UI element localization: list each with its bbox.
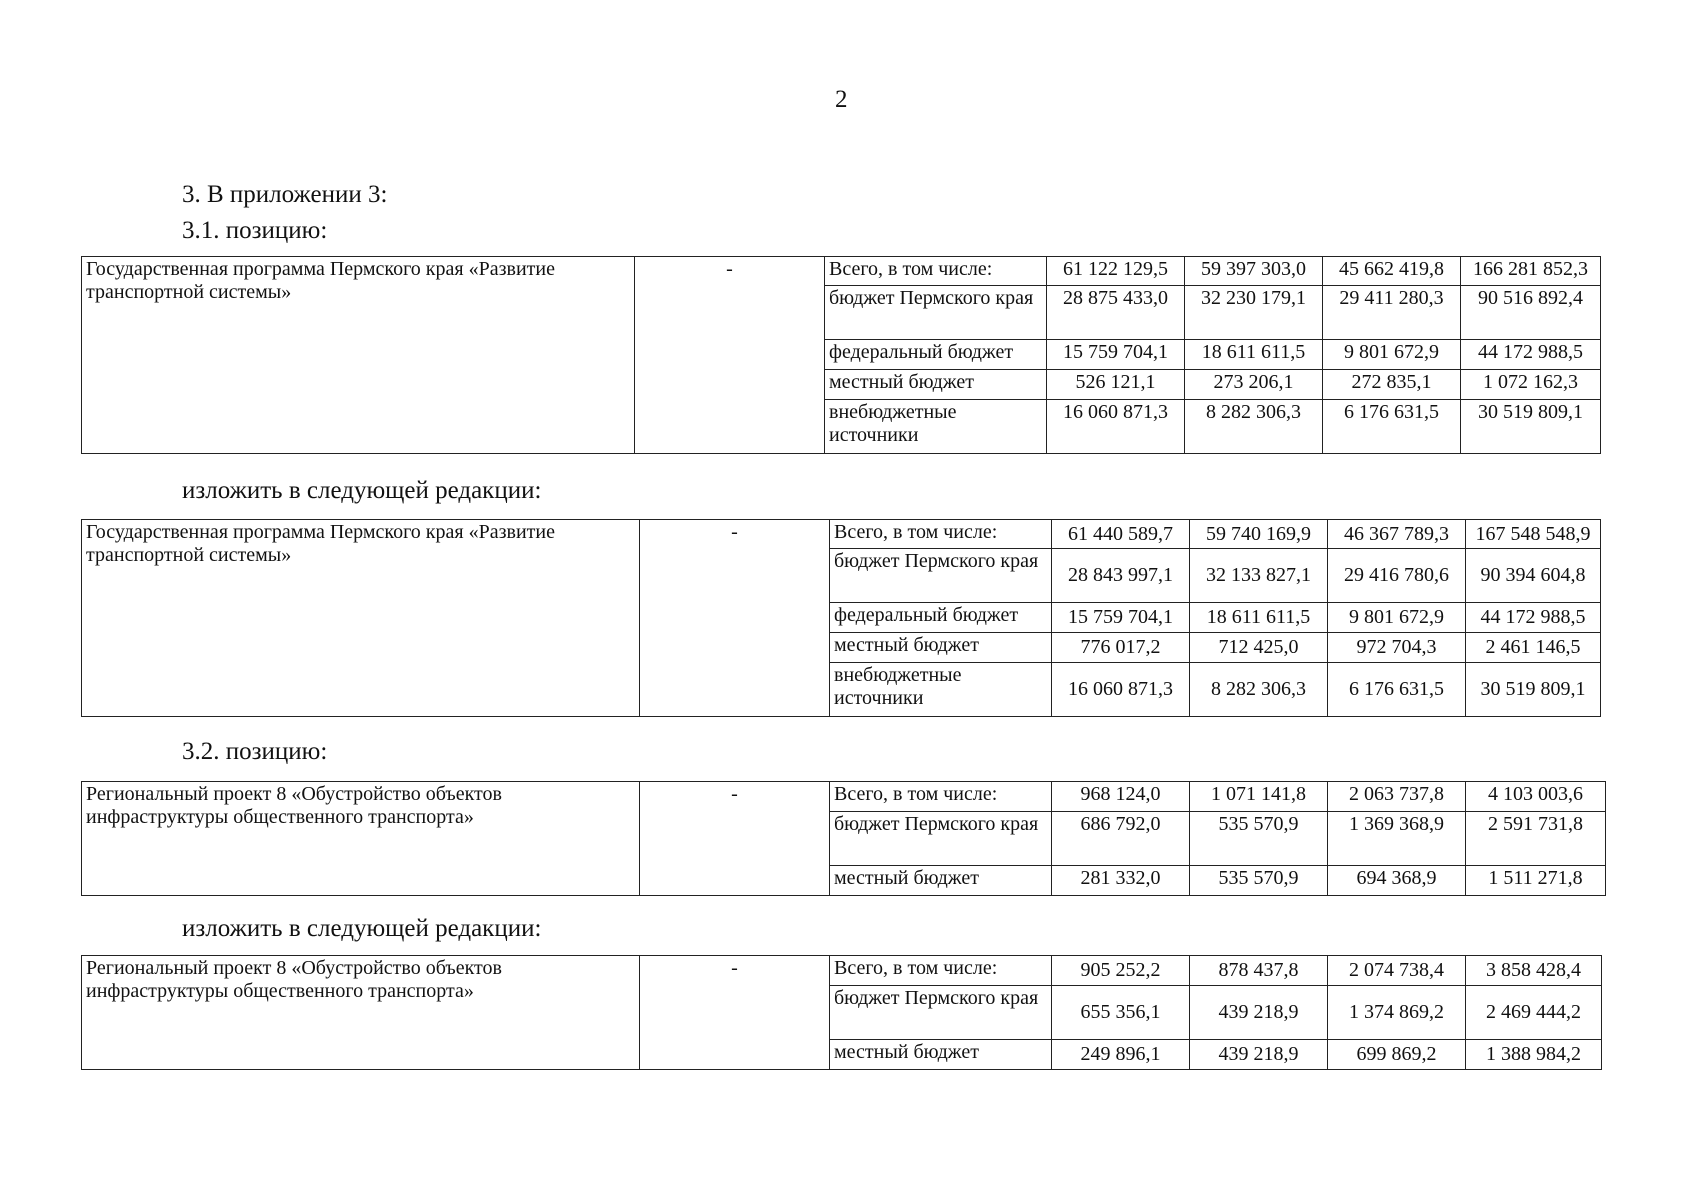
funding-source-cell: Всего, в том числе: [830,520,1052,549]
amount-cell: 712 425,0 [1190,633,1328,663]
amount-cell: 90 516 892,4 [1461,286,1601,340]
amount-cell: 6 176 631,5 [1328,663,1466,717]
amount-cell: 968 124,0 [1052,782,1190,812]
amount-cell: 16 060 871,3 [1052,663,1190,717]
table-project-current [81,781,1606,896]
amount-cell: 28 875 433,0 [1047,286,1185,340]
funding-source-cell: местный бюджет [830,1040,1052,1070]
dash-cell: - [640,782,830,896]
amount-cell: 29 416 780,6 [1328,549,1466,603]
amount-cell: 15 759 704,1 [1052,603,1190,633]
funding-source-cell: местный бюджет [830,866,1052,896]
amount-cell: 273 206,1 [1185,370,1323,400]
amount-cell: 2 461 146,5 [1466,633,1601,663]
amount-cell: 32 133 827,1 [1190,549,1328,603]
amount-cell: 905 252,2 [1052,956,1190,986]
amount-cell: 90 394 604,8 [1466,549,1601,603]
amount-cell: 30 519 809,1 [1461,400,1601,454]
amount-cell: 16 060 871,3 [1047,400,1185,454]
paragraph-3-1-position: 3.1. позицию: [182,217,328,244]
table-project-new [81,955,1602,1070]
amount-cell: 1 511 271,8 [1466,866,1606,896]
amount-cell: 28 843 997,1 [1052,549,1190,603]
amount-cell: 59 740 169,9 [1190,520,1328,549]
amount-cell: 29 411 280,3 [1323,286,1461,340]
amount-cell: 30 519 809,1 [1466,663,1601,717]
table-row [82,956,1602,986]
table-row [82,257,1601,286]
amount-cell: 439 218,9 [1190,1040,1328,1070]
amount-cell: 535 570,9 [1190,812,1328,866]
table-program-current [81,256,1601,454]
amount-cell: 61 122 129,5 [1047,257,1185,286]
table-program-new [81,519,1601,717]
amount-cell: 2 074 738,4 [1328,956,1466,986]
amount-cell: 699 869,2 [1328,1040,1466,1070]
funding-source-cell: местный бюджет [825,370,1047,400]
amount-cell: 535 570,9 [1190,866,1328,896]
funding-source-cell: местный бюджет [830,633,1052,663]
amount-cell: 2 063 737,8 [1328,782,1466,812]
amount-cell: 2 591 731,8 [1466,812,1606,866]
paragraph-new-edition-1: изложить в следующей редакции: [182,477,542,504]
paragraph-appendix-3: 3. В приложении 3: [182,181,388,208]
amount-cell: 8 282 306,3 [1190,663,1328,717]
amount-cell: 1 072 162,3 [1461,370,1601,400]
amount-cell: 272 835,1 [1323,370,1461,400]
amount-cell: 4 103 003,6 [1466,782,1606,812]
program-name-cell: Региональный проект 8 «Обустройство объектов инфраструктуры общественного транспорта» [82,956,640,1070]
amount-cell: 1 374 869,2 [1328,986,1466,1040]
dash-cell: - [635,257,825,454]
amount-cell: 6 176 631,5 [1323,400,1461,454]
amount-cell: 281 332,0 [1052,866,1190,896]
amount-cell: 526 121,1 [1047,370,1185,400]
amount-cell: 18 611 611,5 [1190,603,1328,633]
amount-cell: 18 611 611,5 [1185,340,1323,370]
page-number: 2 [835,86,848,113]
amount-cell: 44 172 988,5 [1461,340,1601,370]
amount-cell: 686 792,0 [1052,812,1190,866]
amount-cell: 166 281 852,3 [1461,257,1601,286]
amount-cell: 3 858 428,4 [1466,956,1602,986]
amount-cell: 776 017,2 [1052,633,1190,663]
funding-source-cell: внебюджетные источники [830,663,1052,717]
dash-cell: - [640,520,830,717]
funding-source-cell: бюджет Пермского края [830,812,1052,866]
funding-source-cell: бюджет Пермского края [830,986,1052,1040]
amount-cell: 694 368,9 [1328,866,1466,896]
amount-cell: 59 397 303,0 [1185,257,1323,286]
amount-cell: 9 801 672,9 [1323,340,1461,370]
amount-cell: 1 388 984,2 [1466,1040,1602,1070]
amount-cell: 15 759 704,1 [1047,340,1185,370]
amount-cell: 1 369 368,9 [1328,812,1466,866]
program-name-cell: Региональный проект 8 «Обустройство объектов инфраструктуры общественного транспорта» [82,782,640,896]
funding-source-cell: внебюджетные источники [825,400,1047,454]
amount-cell: 45 662 419,8 [1323,257,1461,286]
amount-cell: 46 367 789,3 [1328,520,1466,549]
amount-cell: 167 548 548,9 [1466,520,1601,549]
funding-source-cell: Всего, в том числе: [830,782,1052,812]
amount-cell: 61 440 589,7 [1052,520,1190,549]
funding-source-cell: бюджет Пермского края [825,286,1047,340]
amount-cell: 44 172 988,5 [1466,603,1601,633]
amount-cell: 655 356,1 [1052,986,1190,1040]
table-row [82,520,1601,549]
amount-cell: 8 282 306,3 [1185,400,1323,454]
amount-cell: 439 218,9 [1190,986,1328,1040]
program-name-cell: Государственная программа Пермского края «Развитие транспортной системы» [82,257,635,454]
funding-source-cell: Всего, в том числе: [830,956,1052,986]
amount-cell: 249 896,1 [1052,1040,1190,1070]
amount-cell: 32 230 179,1 [1185,286,1323,340]
paragraph-new-edition-2: изложить в следующей редакции: [182,915,542,942]
funding-source-cell: Всего, в том числе: [825,257,1047,286]
amount-cell: 972 704,3 [1328,633,1466,663]
amount-cell: 9 801 672,9 [1328,603,1466,633]
dash-cell: - [640,956,830,1070]
funding-source-cell: бюджет Пермского края [830,549,1052,603]
amount-cell: 1 071 141,8 [1190,782,1328,812]
table-row [82,782,1606,812]
paragraph-3-2-position: 3.2. позицию: [182,738,328,765]
program-name-cell: Государственная программа Пермского края «Развитие транспортной системы» [82,520,640,717]
funding-source-cell: федеральный бюджет [825,340,1047,370]
amount-cell: 878 437,8 [1190,956,1328,986]
funding-source-cell: федеральный бюджет [830,603,1052,633]
amount-cell: 2 469 444,2 [1466,986,1602,1040]
